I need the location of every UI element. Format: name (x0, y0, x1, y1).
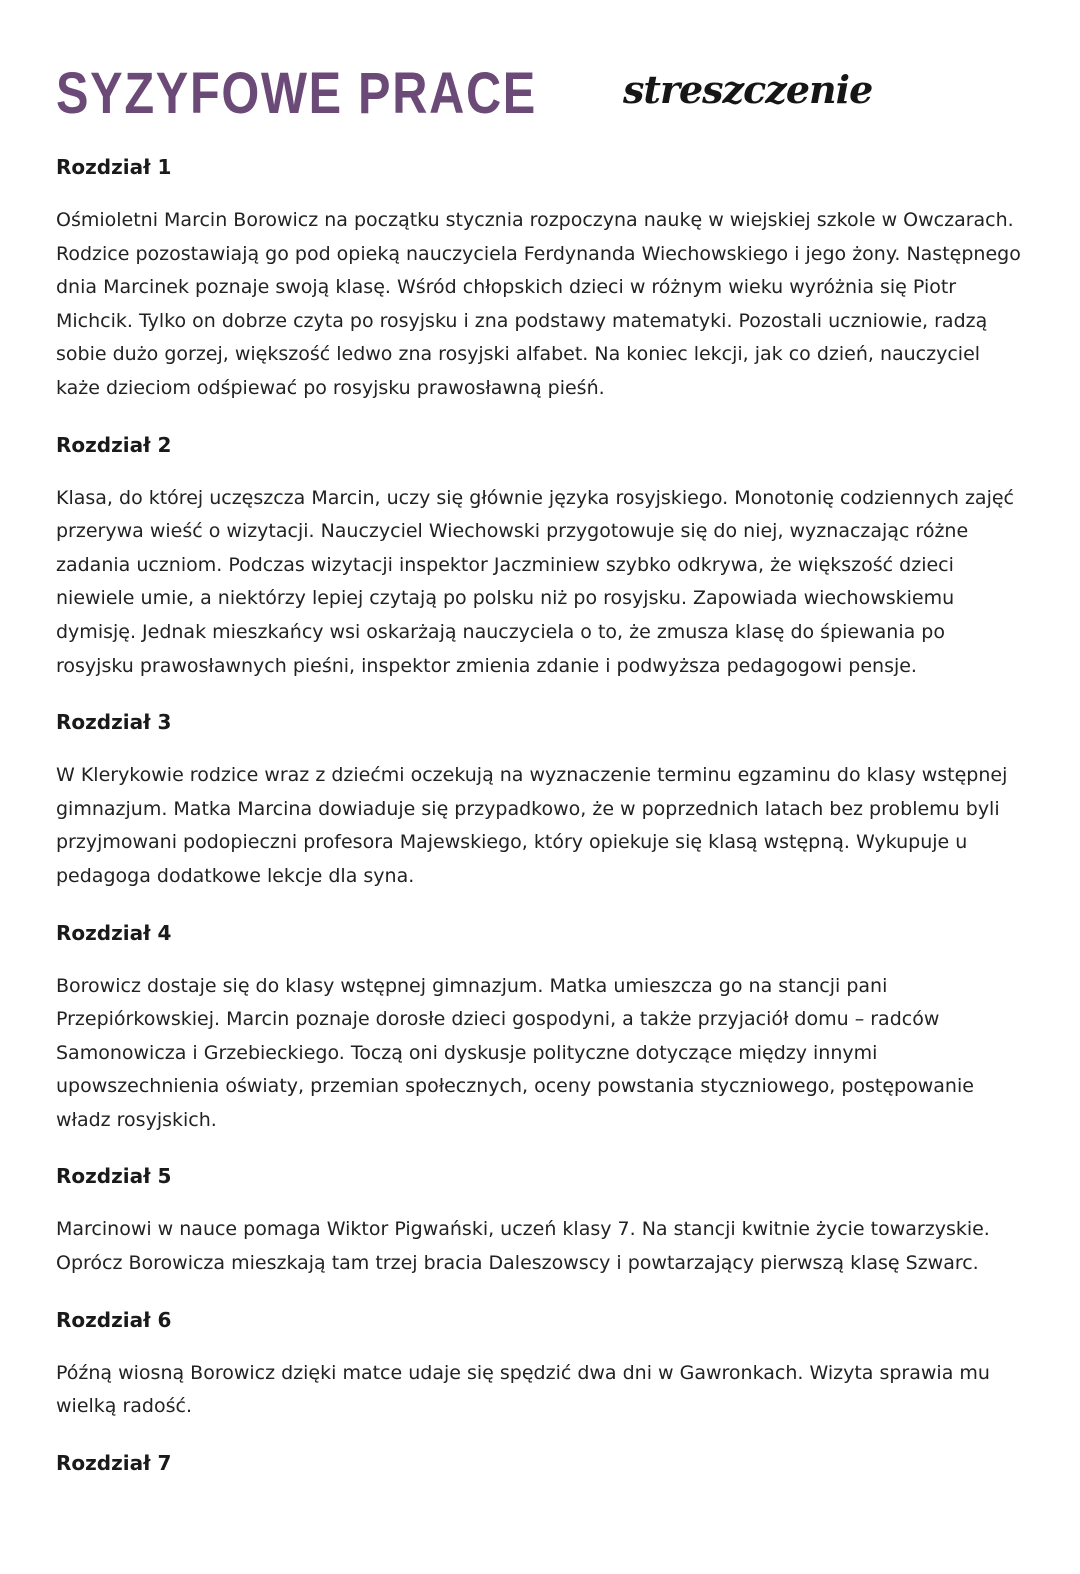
chapter-heading: Rozdział 2 (56, 432, 172, 457)
chapter-7 (56, 1448, 1028, 1478)
chapter-text: Borowicz dostaje się do klasy wstępnej gimnazjum. Matka umieszcza go na stancji pani Przepiórkowskiej. Marcin poznaje dorosłe dzieci gospodyni, a także przyjaciół domu – radców Samonowicza i Grzebieckiego. Toczą oni dyskusje polityczne dotyczące między innymi upowszechnienia oświaty, przemian społecznych, oceny powstania styczniowego, postępowanie władz rosyjskich. (56, 974, 974, 1131)
document-header (56, 62, 1036, 132)
chapter-1 (56, 152, 1028, 406)
chapter-text: Późną wiosną Borowicz dzięki matce udaje się spędzić dwa dni w Gawronkach. Wizyta sprawia mu wielką radość. (56, 1361, 990, 1418)
document-subtitle: streszczenie (623, 67, 873, 112)
document-title: SYZYFOWE PRACE (56, 61, 537, 126)
chapter-heading: Rozdział 7 (56, 1450, 172, 1475)
chapter-heading: Rozdział 4 (56, 920, 172, 945)
chapter-text: W Klerykowie rodzice wraz z dziećmi oczekują na wyznaczenie terminu egzaminu do klasy wstępnej gimnazjum. Matka Marcina dowiaduje się przypadkowo, że w poprzednich latach bez problemu byli przyjmowani podopieczni profesora Majewskiego, który opiekuje się klasą wstępną. Wykupuje u pedagoga dodatkowe lekcje dla syna. (56, 764, 1008, 887)
chapter-heading: Rozdział 5 (56, 1164, 172, 1189)
chapter-text: Marcinowi w nauce pomaga Wiktor Pigwański, uczeń klasy 7. Na stancji kwitnie życie towarzyskie. Oprócz Borowicza mieszkają tam trzej bracia Daleszowscy i powtarzający pierwszą klasę Szwarc. (56, 1218, 990, 1275)
chapter-text: Ośmioletni Marcin Borowicz na początku stycznia rozpoczyna naukę w wiejskiej szkole w Owczarach. Rodzice pozostawiają go pod opieką nauczyciela Ferdynanda Wiechowskiego i jego żony. Następnego dnia Marcinek poznaje swoją klasę. Wśród chłopskich dzieci w różnym wieku wyróżnia się Piotr Michcik. Tylko on dobrze czyta po rosyjsku i zna podstawy matematyki. Pozostali uczniowie, radzą sobie dużo gorzej, większość ledwo zna rosyjski alfabet. Na koniec lekcji, jak co dzień, nauczyciel każe dzieciom odśpiewać po rosyjsku prawosławną pieśń. (56, 209, 1021, 399)
chapter-6 (56, 1305, 1028, 1424)
chapter-heading: Rozdział 6 (56, 1307, 172, 1332)
chapter-text: Klasa, do której uczęszcza Marcin, uczy się głównie języka rosyjskiego. Monotonię codziennych zajęć przerywa wieść o wizytacji. Nauczyciel Wiechowski przygotowuje się do niej, wyznaczając różne zadania uczniom. Podczas wizytacji inspektor Jaczminiew szybko odkrywa, że większość dzieci niewiele umie, a niektórzy lepiej czytają po polsku niż po rosyjsku. Zapowiada wiechowskiemu dymisję. Jednak mieszkańcy wsi oskarżają nauczyciela o to, że zmusza klasę do śpiewania po rosyjsku prawosławnych pieśni, inspektor zmienia zdanie i podwyższa pedagogowi pensje. (56, 486, 1014, 677)
chapter-heading: Rozdział 1 (56, 155, 172, 179)
chapter-4 (56, 918, 1028, 1138)
chapters-list (56, 152, 1028, 1502)
chapter-3 (56, 707, 1028, 893)
chapter-2 (56, 430, 1028, 684)
chapter-5 (56, 1161, 1028, 1280)
chapter-heading: Rozdział 3 (56, 710, 172, 735)
